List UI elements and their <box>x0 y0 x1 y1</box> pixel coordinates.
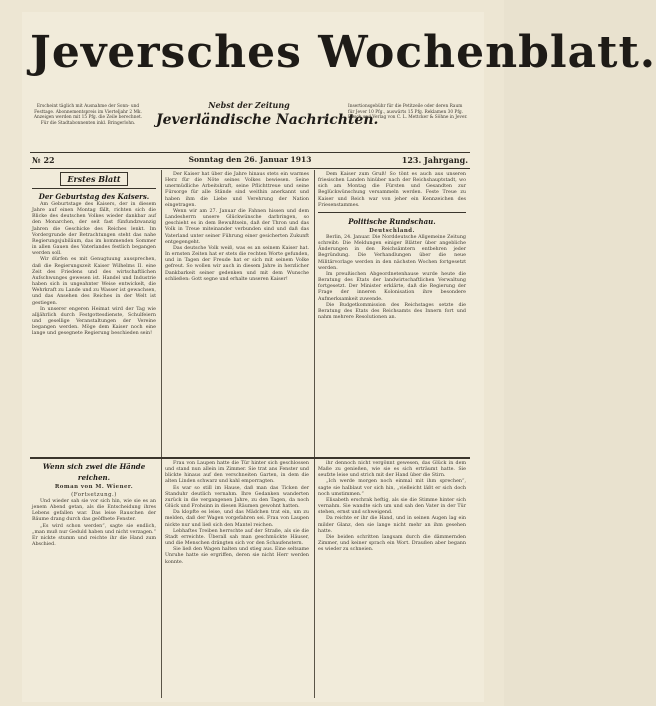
article-paragraph: Berlin, 24. Januar. Die Norddeutsche Allgemeine Zeitung schreibt: Die Meldungen einiger Blätter über angebliche Änderungen in den Reichsämtern entbehren jeder Begründung. Die Verhandlungen über die neue Militärvorlage werden in den nächsten Wochen fortgesetzt werden. <box>318 234 466 271</box>
novel-paragraph: Es war so still im Hause, daß man das Ticken der Standuhr deutlich vernahm. Ihre Gedanken wanderten zurück in die vergangenen Jahre, zu den Tagen, da noch Glück und Frohsinn in diesen Räumen gewohnt hatten. <box>165 485 309 510</box>
column-divider-1 <box>161 170 162 698</box>
nebst-label: Nebst der Zeitung <box>208 100 290 110</box>
novel-paragraph: Und wieder sah sie vor sich hin, wie sie es an jenem Abend getan, als die Entscheidung ihres Lebens gefallen war. Das leise Rauschen der Bäume drang durch das geöffnete Fenster. <box>32 499 156 523</box>
column-3-lower <box>318 461 466 697</box>
section-heading-politische-rundschau: Politische Rundschau. <box>348 216 436 226</box>
article-paragraph: Im preußischen Abgeordnetenhause wurde heute die Beratung des Etats der landwirtschaftlichen Verwaltung fortgesetzt. Der Minister erklärte, daß die Regierung der Frage der inneren Kolonisation ihre besondere Aufmerksamkeit zuwende. <box>318 271 466 302</box>
volume-year: 123. Jahrgang. <box>401 155 468 165</box>
novel-paragraph: Frau von Laupen hatte die Tür hinter sich geschlossen und stand nun allein im Zimmer. Sie trat ans Fenster und blickte hinaus auf den verschneiten Garten, in dem die alten Linden schwarz und kahl emporragten. <box>165 461 309 485</box>
article-paragraph: Das deutsche Volk weiß, was es an seinem Kaiser hat. In ernsten Zeiten hat er stets die rechten Worte gefunden, und in Tagen der Freude hat er sich mit seinem Volke gefreut. So wollen wir auch in diesem Jahre in herzlicher Dankbarkeit seiner gedenken und mit dem Wunsche schließen: Gott segne und erhalte unseren Kaiser! <box>165 245 309 282</box>
dateline-rule <box>30 168 470 169</box>
section-heading-erstes-blatt: Erstes Blatt <box>32 172 156 186</box>
column-divider-2 <box>314 170 315 698</box>
masthead-title: Jeversches Wochenblatt. <box>30 27 656 78</box>
top-rule <box>30 152 470 153</box>
issue-date: Sonntag den 26. Januar 1913 <box>188 155 312 164</box>
article-paragraph: Wir dürfen es mit Genugtuung aussprechen, daß die Regierungszeit Kaiser Wilhelms II. eine Zeit des Friedens und des wirtschaftlichen Aufschwunges gewesen ist. Handel und Industrie haben sich in ungeahnter Weise entwickelt, die Wehrkraft zu Lande und zu Wasser ist gewachsen, und das Ansehen des Reiches in der Welt ist gestiegen. <box>32 257 156 306</box>
article-paragraph: In unserer engeren Heimat wird der Tag wie alljährlich durch Festgottesdienste, Schulfeiern und gesellige Veranstaltungen der Vereine begangen werden. Möge dem Kaiser noch eine lange und gesegnete Regierung beschieden sein! <box>32 306 156 337</box>
column-2-upper <box>165 172 309 454</box>
article-paragraph: Wenn wir am 27. Januar die Fahnen hissen und dem Landesherrn unsere Glückwünsche darbringen, so geschieht es in dem Bewußtsein, daß der Thron und das Volk in Treue miteinander verbunden sind und daß das Vaterland unter seiner Führung einer gesicherten Zukunft entgegengeht. <box>165 208 309 245</box>
article-paragraph: Die Budgetkommission des Reichstages setzte die Beratung des Etats des Reichsamts des Innern fort und nahm mehrere Resolutionen an. <box>318 302 466 320</box>
subheader-center <box>156 100 379 130</box>
novel-continuation-note: (Fortsetzung.) <box>71 492 117 498</box>
article-paragraph: Der Kaiser hat über die Jahre hinaus stets ein warmes Herz für die Nöte seines Volkes bewiesen. Seine unermüdliche Arbeitskraft, seine Pflichttreue und seine Fürsorge für alle Stände sind weithin anerkannt und haben ihm die Liebe und Verehrung der Nation eingetragen. <box>165 172 309 208</box>
supplement-title: Jeverländische Nachrichten. <box>156 112 379 128</box>
feuilleton-divider <box>30 457 470 459</box>
article-paragraph: Am Geburtstage des Kaisers, der in diesem Jahre auf einen Montag fällt, richten sich die Blicke des deutschen Volkes wieder dankbar auf den Monarchen, der seit fast fünfundzwanzig Jahren die Geschicke des Reiches lenkt. Im Vordergrunde der Betrachtungen steht das nahe Regierungsjubiläum, das im kommenden Sommer in allen Gauen des Vaterlandes festlich begangen werden soll. <box>32 202 156 257</box>
issue-number: № 22 <box>32 155 55 165</box>
column-2-lower <box>165 461 309 697</box>
column-3-upper <box>318 172 466 454</box>
subheading-deutschland: Deutschland. <box>369 227 415 234</box>
article-title-geburtstag: Der Geburtstag des Kaisers. <box>38 192 150 201</box>
novel-title: Wenn sich zwei die Hände reichen. <box>42 462 146 482</box>
novel-paragraph: Da reichte er ihr die Hand, und in seinen Augen lag ein milder Glanz, den sie lange nicht mehr an ihm gesehen hatte. <box>318 516 466 534</box>
dateline <box>30 155 470 167</box>
novel-paragraph: Elisabeth erschrak heftig, als sie die Stimme hinter sich vernahm. Sie wandte sich um und sah den Vater in der Tür stehen, ernst und schweigend. <box>318 497 466 516</box>
novel-paragraph: Sie ließ den Wagen halten und stieg aus. Eine seltsame Unruhe hatte sie ergriffen, deren sie nicht Herr werden konnte. <box>165 547 309 565</box>
novel-author: Roman von M. Wiener. <box>54 484 134 490</box>
novel-paragraph: Da klopfte es leise, und das Mädchen trat ein, um zu melden, daß der Wagen vorgefahren sei. Frau von Laupen nickte nur und ließ sich den Mantel reichen. <box>165 510 309 528</box>
column-1-lower <box>32 461 156 697</box>
novel-paragraph: ihr dennoch nicht vergönnt gewesen, das Glück in dem Maße zu genießen, wie sie es sich erträumt hatte. Sie seufzte leise und strich mit der Hand über die Stirn. <box>318 461 466 479</box>
novel-paragraph: „Es wird schon werden“, sagte sie endlich, „man muß nur Geduld haben und nicht verzagen.“ Er nickte stumm und reichte ihr die Hand zum Abschied. <box>32 523 156 548</box>
advertising-info: Insertionsgebühr für die Petitzeile oder deren Raum für Jever 10 Pfg., auswärts 15 Pfg. Reklamen 30 Pfg. Druck und Verlag von C. L. Mettcker & Söhne in Jever. <box>348 104 468 121</box>
novel-paragraph: Die beiden schritten langsam durch die dämmernden Zimmer, und keiner sprach ein Wort. Draußen aber begann es wieder zu schneien. <box>318 534 466 553</box>
article-paragraph: Dem Kaiser zum Gruß! So tönt es auch aus unseren friesischen Landen hinüber nach der Reichshauptstadt, wo sich am Montag die Fürsten und Gesandten zur Beglückwünschung versammeln werden. Feste Treue zu Kaiser und Reich war von jeher ein Kennzeichen des Friesenstammes. <box>318 172 466 208</box>
column-1-upper <box>32 172 156 454</box>
novel-paragraph: Lebhaftes Treiben herrschte auf der Straße, als sie die Stadt erreichte. Überall sah man geschmückte Häuser, und die Menschen drängten sich vor den Schaufenstern. <box>165 528 309 547</box>
subscription-info: Erscheint täglich mit Ausnahme der Sonn- und Festtage. Abonnementspreis im Vierteljahr 2 Mk. Anzeigen werden mit 15 Pfg. die Zeile berechnet. Für die Stadtabonnenten inkl. Bringerlohn. <box>33 104 143 126</box>
novel-paragraph: „Ich werde morgen noch einmal mit ihm sprechen“, sagte sie halblaut vor sich hin, „vielleicht läßt er sich doch noch umstimmen.“ <box>318 479 466 497</box>
